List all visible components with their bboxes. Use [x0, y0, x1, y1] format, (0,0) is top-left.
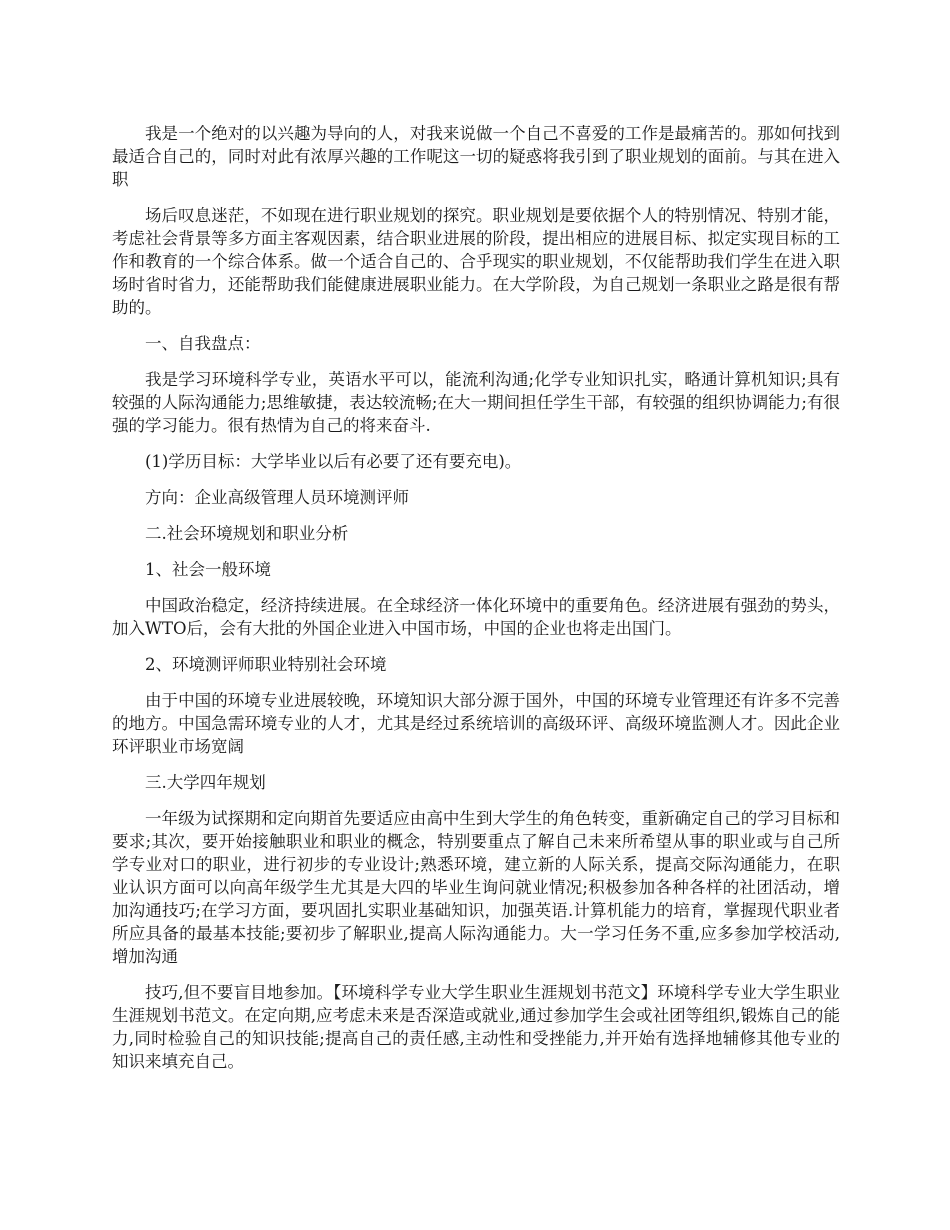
section-heading-four-year-plan: 三.大学四年规划	[145, 773, 266, 792]
paragraph-intro: 我是一个绝对的以兴趣为导向的人，对我来说做一个自己不喜爱的工作是最痛苦的。那如何找到最适合自己的，同时对此有浓厚兴趣的工作呢这一切的疑惑将我引到了职业规划的面前。与其在进入职	[112, 124, 840, 189]
career-direction-line: 方向：企业高级管理人员环境测评师	[145, 488, 409, 507]
paragraph-assessor-environment: 由于中国的环境专业进展较晚，环境知识大部分源于国外，中国的环境专业管理还有许多不完善的地方。中国急需环境专业的人才，尤其是经过系统培训的高级环评、高级环境监测人才。因此企业环评职业市场宽阔	[112, 691, 840, 756]
paragraph-first-year: 一年级为试探期和定向期首先要适应由高中生到大学生的角色转变，重新确定自己的学习目标和要求;其次，要开始接触职业和职业的概念，特别要重点了解自己未来所希望从事的职业或与自己所学专业对口的职业，进行初步的专业设计;熟悉环境，建立新的人际关系，提高交际沟通能力，在职业认识方面可以向高年级学生尤其是大四的毕业生询问就业情况;积极参加各种各样的社团活动，增加沟通技巧;在学习方面，要巩固扎实职业基础知识，加强英语.计算机能力的培育，掌握现代职业者所应具备的最基本技能;要初步了解职业,提高人际沟通能力。大一学习任务不重,应多参加学校活动,增加沟通	[112, 809, 840, 966]
section-heading-self-assessment: 一、自我盘点：	[145, 334, 261, 353]
paragraph-orientation-period: 技巧,但不要盲目地参加。【环境科学专业大学生职业生涯规划书范文】环境科学专业大学生职业生涯规划书范文。在定向期,应考虑未来是否深造或就业,通过参加学生会或社团等组织,锻炼自己的能力,同时检验自己的知识技能;提高自己的责任感,主动性和受挫能力,并开始有选择地辅修其他专业的知识来填充自己。	[112, 983, 840, 1071]
section-heading-social-environment: 二.社会环境规划和职业分析	[145, 524, 349, 543]
education-goal-line: (1)学历目标：大学毕业以后有必要了还有要充电)。	[145, 452, 522, 471]
paragraph-self-assessment: 我是学习环境科学专业，英语水平可以，能流利沟通;化学专业知识扎实，略通计算机知识;具有较强的人际沟通能力;思维敏捷，表达较流畅;在大一期间担任学生干部，有较强的组织协调能力;有很强的学习能力。很有热情为自己的将来奋斗.	[112, 370, 840, 435]
paragraph-general-environment: 中国政治稳定，经济持续进展。在全球经济一体化环境中的重要角色。经济进展有强劲的势头，加入WTO后，会有大批的外国企业进入中国市场，中国的企业也将走出国门。	[112, 596, 840, 638]
subheading-assessor-environment: 2、环境测评师职业特别社会环境	[145, 655, 387, 674]
document-body	[112, 122, 840, 1086]
subheading-general-environment: 1、社会一般环境	[145, 560, 271, 579]
paragraph-career-planning: 场后叹息迷茫，不如现在进行职业规划的探究。职业规划是要依据个人的特别情况、特别才能，考虑社会背景等多方面主客观因素，结合职业进展的阶段，提出相应的进展目标、拟定实现目标的工作和教育的一个综合体系。做一个适合自己的、合乎现实的职业规划，不仅能帮助我们学生在进入职场时省时省力，还能帮助我们能健康进展职业能力。在大学阶段，为自己规划一条职业之路是很有帮助的。	[112, 206, 840, 317]
